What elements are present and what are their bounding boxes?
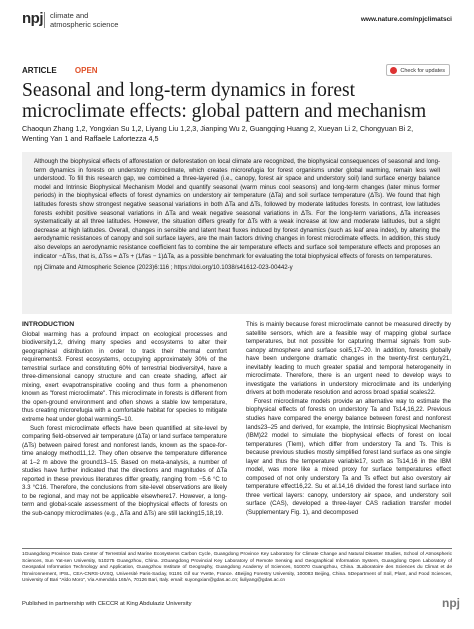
left-paragraph-1: Global warming has a profound impact on ecological processes and biodiversity1,2, driving many species and ecosystems to alter their geographical distribution in order to track their thermal comfort requirements3. Forest ecosystems, occupying approximately 30% of the terrestrial surface and constituting 60% of terrestrial biodiversity4, have a three-dimensional canopy structure and can create shading, affect air mixing, exert evapotranspirative cooling and thus form a phenomenon known as "forest microclimate". This microclimate in forests is different from the open-ground environment and often shows a stable low temperature, thus creating microrefugia with a comfortable habitat for species to mitigate extreme heat under global warming5–10. bbox=[22, 330, 227, 424]
author-list bbox=[22, 124, 452, 144]
article-type-line bbox=[22, 66, 98, 75]
authors-line-1[interactable]: Chaoqun Zhang 1,2, Yongxian Su 1,2, Liyang Liu 1,2,3, Jianping Wu 2, Guangqing Huang 2, Xueyan Li 2, Chongyuan Bi 2, bbox=[22, 124, 414, 133]
journal-name-line2: atmospheric science bbox=[50, 20, 119, 29]
abstract-box bbox=[22, 152, 452, 314]
citation-line[interactable]: npj Climate and Atmospheric Science (2023)6:116 ; https://doi.org/10.1038/s41612-023-00442-y bbox=[34, 264, 293, 272]
check-updates-button[interactable] bbox=[386, 64, 450, 76]
article-type: ARTICLE bbox=[22, 66, 57, 75]
correspondence-email[interactable]: email: suyongxian@gdas.ac.cn; liuliyang@gdas.ac.cn bbox=[170, 578, 286, 583]
affiliations bbox=[22, 552, 452, 585]
footer-npj-logo: npj bbox=[442, 596, 460, 610]
left-column bbox=[22, 321, 227, 519]
intro-heading: INTRODUCTION bbox=[22, 321, 75, 328]
affiliations-text: 1Guangdong Province Data Center of Terrestrial and Marine Ecosystems Carbon Cycle, Guangdong Province Key Laboratory for Climate Change and Natural Disaster Studies, School of Atmospheric Sciences, Sun Yat-sen University, 510275 Guangzhou, China. 2Guangdong Provincial Key Laboratory of Remote Sensing and Geographical Information System, Guangdong Open Laboratory of Geospatial Information Technology and Application, Guangzhou Institute of Geography, Guangdong Academy of Sciences, 510070 Guangzhou, China. 3Laboratoire des Sciences du Climat et de l'Environnement, IPSL, CEA-CNRS-UVSQ, Université Paris-Saclay, 91191 Gif sur Yvette, France. 4Beijing Forestry University, 100083 Beijing, China. 5Department of Soil, Plant, and Food Sciences, University of Bari "Aldo Moro", Via Amendola 165/A, 70126 Bari, Italy. bbox=[22, 552, 452, 583]
footnote-divider bbox=[22, 548, 452, 549]
authors-line-2[interactable]: Wenting Yan 1 and Raffaele Lafortezza 4,5 bbox=[22, 134, 159, 143]
journal-name bbox=[50, 11, 118, 29]
journal-url[interactable]: www.nature.com/npjclimatsci bbox=[360, 16, 452, 23]
check-updates-label: Check for updates bbox=[400, 68, 445, 74]
journal-name-line1: climate and bbox=[50, 11, 89, 20]
abstract-text: Although the biophysical effects of afforestation or deforestation on local climate are recognized, the biophysical consequences of seasonal and long-term dynamics in forests on understory microclimate, which creates microrefugia for forest organisms under global warming, remain less well understood. To fill this research gap, we combined a three-layered (i.e., canopy, forest air space and understory soil) land surface energy balance model and Intrinsic Biophysical Mechanism Model and quantify seasonal (warm minus cool seasons) and long-term changes (later minus former periods) in the biophysical effects of forest dynamics on understory air temperature (ΔTa) and soil surface temperature (ΔTs). We found that high latitudes forests show strongest negative seasonal variations in both ΔTa and ΔTs, followed by moderate latitudes forests. In contrast, low latitudes forests exhibit positive seasonal variations in ΔTa and weak negative seasonal variations in ΔTs. For the long-term variations, ΔTa increases systematically at all three latitudes. However, the situation differs greatly for ΔTs with a weak increase at low and moderate latitudes, but a slight decrease at high latitudes. Overall, changes in sensible and latent heat fluxes induced by forest dynamics (such as leaf area index), by altering the aerodynamic resistances of canopy and soil surface layers, are the main factors driving changes in forest microclimate effects. In addition, this study also develops an aerodynamic resistance coefficient fas to combine the air temperature effects and surface soil temperature effects and proposes an indicator −ΔTss, that is, ΔTss = ΔTs + (1/fas − 1)ΔTa, as a possible benchmark for evaluating the total biophysical effects of forests on temperatures. bbox=[34, 158, 440, 260]
right-paragraph-1: This is mainly because forest microclimate cannot be measured directly by satellite sensors, which are a feasible way of mapping global surface temperatures, but not possible for capturing thermal signals from sub-canopy atmosphere and surface soil5,17–20. In addition, forests globally have been undergone dramatic changes in the twenty-first century21, inevitably leading to much greater spatial and temporal heterogeneity in microclimate. Therefore, there is an urgent need to develop ways to investigate the variations in understory microclimate and its underlying drivers at both moderate resolution and across broad spatial scales22. bbox=[246, 321, 451, 397]
article-title: Seasonal and long-term dynamics in forest microclimate effects: global pattern and mechanism bbox=[22, 80, 427, 122]
publisher-footer: Published in partnership with CECCR at King Abdulaziz University bbox=[22, 601, 192, 607]
right-paragraph-2: Forest microclimate models provide an alternative way to estimate the biophysical effects of forests on understory Ta and Ts14,16,22. Previous studies have compared the energy balance between forest and nonforest lands23–25 and derived, for example, the Intrinsic Biophysical Mechanism (IBM)22 model to simulate the biophysical effects of forest on local temperatures (Tlem), which differ from understory Ta and Ts. This is because previous studies mostly simplified forest land surface as one single layer and thus the temperature variable17, such as Ts14,16 in the IBM model, was more like a mixed proxy for surface temperatures effect composed of not only understory Ta and Ts effect but also overstory air temperature effect16,22. Su et al.14,16 divided the forest land surface into three vertical layers: canopy, understory air space, and understory soil surface (CAS), developed a three-layer CAS radiation transfer model (Supplementary Fig. 1), and decomposed bbox=[246, 397, 451, 517]
npj-logo: npj bbox=[22, 10, 43, 27]
open-access-label: OPEN bbox=[74, 66, 98, 75]
right-column bbox=[246, 321, 451, 518]
journal-header bbox=[22, 10, 452, 32]
crossmark-icon bbox=[390, 67, 397, 74]
logo-divider bbox=[44, 12, 45, 28]
left-paragraph-2: Such forest microclimate effects have been quantified at site-level by comparing field-observed air temperature (ΔTa) or land surface temperature (ΔTs) between paired forest and nonforest lands, known as the space-for-time analogy method11,12. They often observe the temperature difference at 1–2 m above the ground13–15. Based on meta-analysis, a number of studies have further indicated that the directions and magnitudes of ΔTa reported in these previous literatures differ greatly, ranging from −5.6 °C to 3.3 °C16. Therefore, the conclusions from site-level observations are likely to be regional, and may not be applicable elsewhere17. However, a long-term and global-scale assessment of the biophysical effects of forests on the sub-canopy microclimates (e.g., ΔTa and ΔTs) are still lacking15,18,19. bbox=[22, 424, 227, 518]
